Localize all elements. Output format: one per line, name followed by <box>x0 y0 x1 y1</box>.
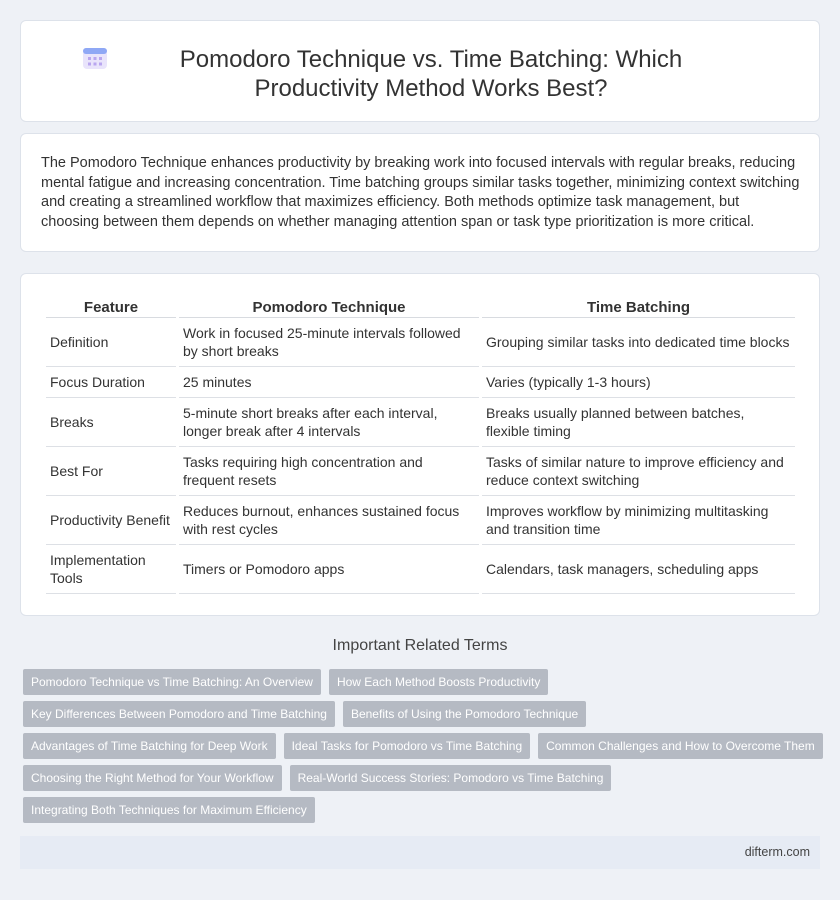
comparison-card <box>20 273 820 616</box>
row-time-batching: Tasks of similar nature to improve efficiency and reduce context switching <box>482 447 795 496</box>
related-term-link[interactable]: Integrating Both Techniques for Maximum Efficiency <box>23 797 315 823</box>
tag-row <box>23 701 823 727</box>
row-time-batching: Grouping similar tasks into dedicated time blocks <box>482 318 795 367</box>
table-header-row <box>46 298 795 318</box>
related-term-link[interactable]: Common Challenges and How to Overcome Them <box>538 733 823 759</box>
title-card <box>20 20 820 122</box>
tag-row <box>23 765 823 791</box>
row-time-batching: Improves workflow by minimizing multitasking and transition time <box>482 496 795 545</box>
intro-card <box>20 133 820 252</box>
tag-row <box>23 733 823 759</box>
row-time-batching: Breaks usually planned between batches, flexible timing <box>482 398 795 447</box>
row-feature: Productivity Benefit <box>46 496 176 545</box>
table-row <box>46 496 795 545</box>
row-time-batching: Calendars, task managers, scheduling apps <box>482 545 795 594</box>
related-terms-list <box>23 669 823 829</box>
row-pomodoro: 25 minutes <box>179 367 479 398</box>
tag-row <box>23 797 823 823</box>
related-term-link[interactable]: Benefits of Using the Pomodoro Technique <box>343 701 586 727</box>
footer-site-link[interactable]: difterm.com <box>744 845 810 859</box>
related-term-link[interactable]: Choosing the Right Method for Your Workflow <box>23 765 282 791</box>
related-terms-heading: Important Related Terms <box>332 637 508 654</box>
table-row <box>46 545 795 594</box>
table-row <box>46 447 795 496</box>
related-term-link[interactable]: Advantages of Time Batching for Deep Work <box>23 733 276 759</box>
related-term-link[interactable]: Real-World Success Stories: Pomodoro vs Time Batching <box>290 765 612 791</box>
comparison-table <box>43 298 798 594</box>
row-pomodoro: Reduces burnout, enhances sustained focus with rest cycles <box>179 496 479 545</box>
table-row <box>46 318 795 367</box>
table-row <box>46 398 795 447</box>
footer <box>20 836 820 869</box>
page-title: Pomodoro Technique vs. Time Batching: Which Productivity Method Works Best? <box>179 46 683 102</box>
row-pomodoro: Work in focused 25-minute intervals followed by short breaks <box>179 318 479 367</box>
related-term-link[interactable]: Pomodoro Technique vs Time Batching: An Overview <box>23 669 321 695</box>
related-term-link[interactable]: Key Differences Between Pomodoro and Time Batching <box>23 701 335 727</box>
header-feature: Feature <box>46 298 176 318</box>
row-pomodoro: 5-minute short breaks after each interval, longer break after 4 intervals <box>179 398 479 447</box>
row-feature: Breaks <box>46 398 176 447</box>
row-feature: Focus Duration <box>46 367 176 398</box>
header-time-batching: Time Batching <box>482 298 795 318</box>
row-feature: Best For <box>46 447 176 496</box>
tag-row <box>23 669 823 695</box>
related-term-link[interactable]: How Each Method Boosts Productivity <box>329 669 548 695</box>
table-row <box>46 367 795 398</box>
header-pomodoro: Pomodoro Technique <box>179 298 479 318</box>
intro-paragraph: The Pomodoro Technique enhances productivity by breaking work into focused intervals with regular breaks, reducing mental fatigue and increasing concentration. Time batching groups similar tasks together, minimizing context switching and creating a streamlined workflow that maximizes efficiency. Both methods optimize task management, but choosing between them depends on whether managing attention span or task type prioritization is more critical. <box>41 155 800 230</box>
row-time-batching: Varies (typically 1-3 hours) <box>482 367 795 398</box>
row-feature: Definition <box>46 318 176 367</box>
row-pomodoro: Timers or Pomodoro apps <box>179 545 479 594</box>
row-pomodoro: Tasks requiring high concentration and frequent resets <box>179 447 479 496</box>
row-feature: Implementation Tools <box>46 545 176 594</box>
related-term-link[interactable]: Ideal Tasks for Pomodoro vs Time Batching <box>284 733 531 759</box>
